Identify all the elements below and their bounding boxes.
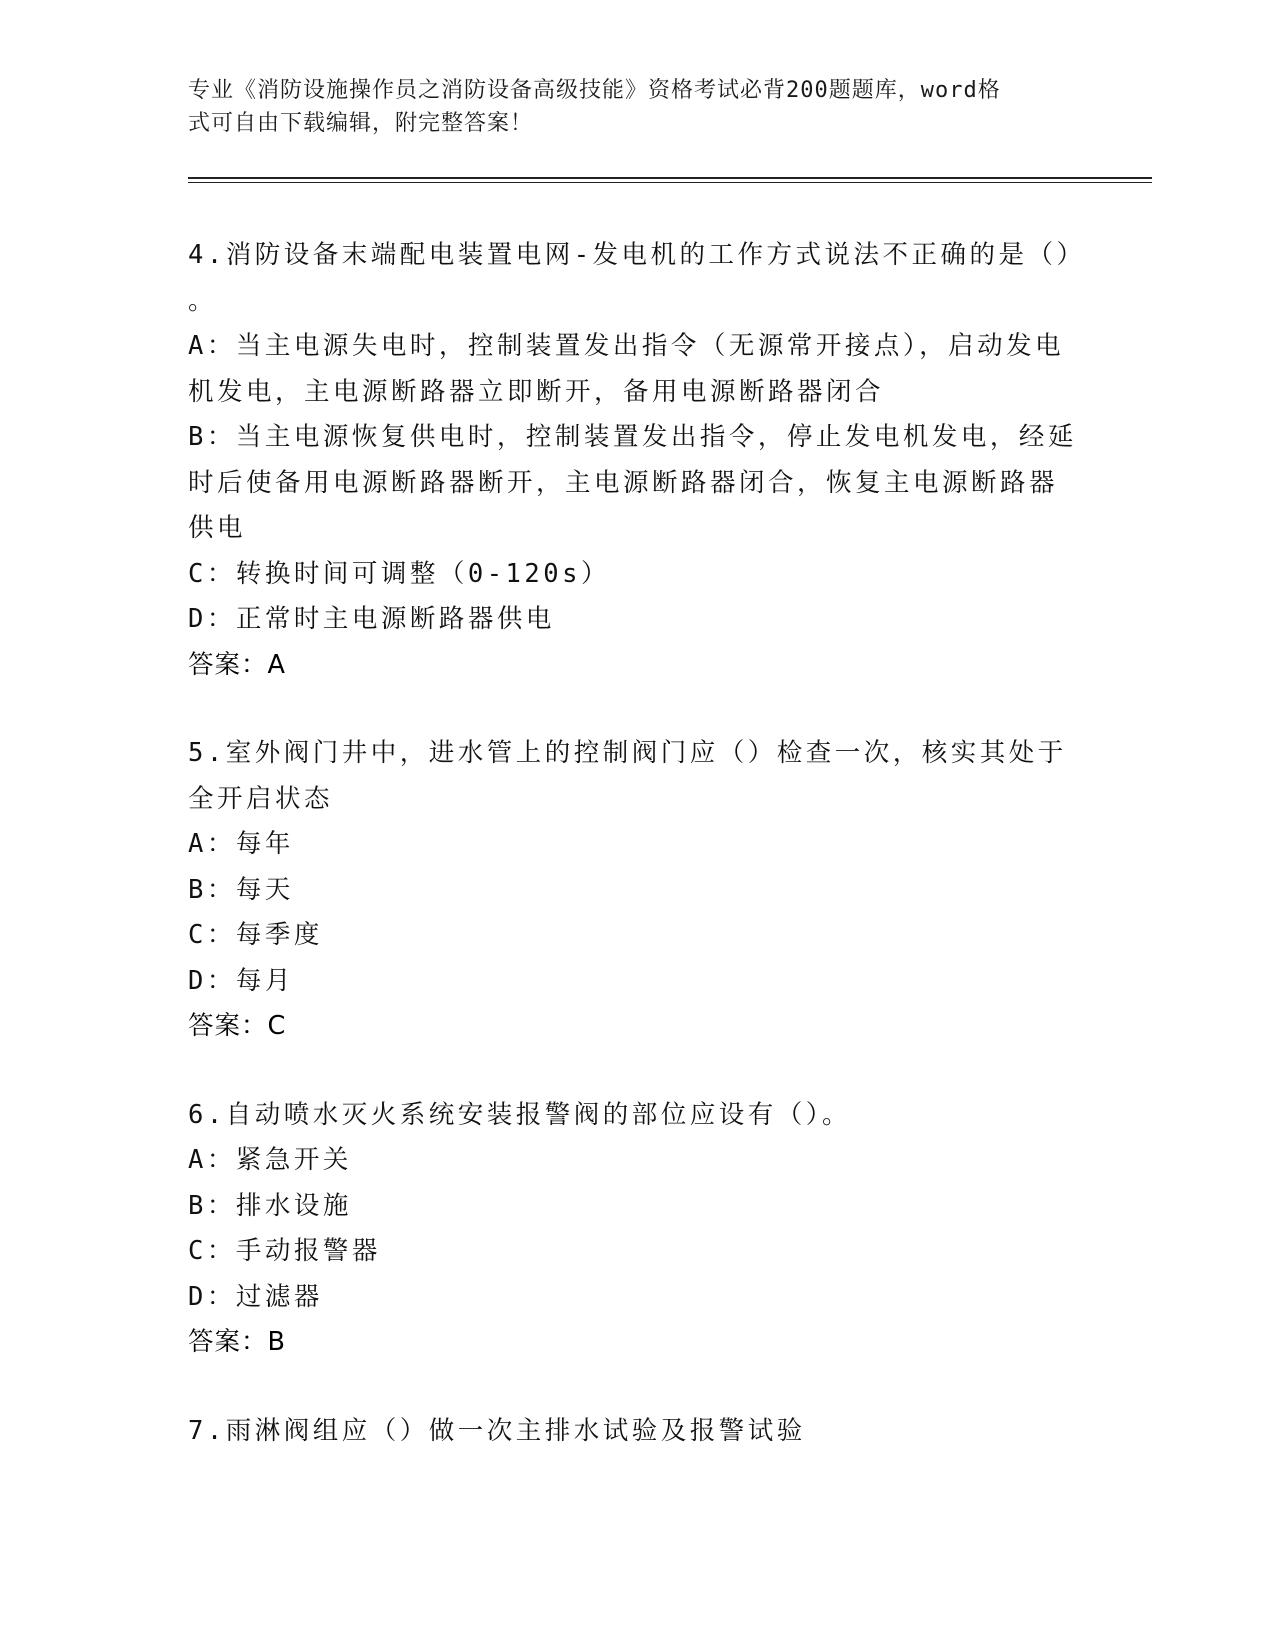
header-divider-thick [188, 177, 1152, 179]
question-line: A：紧急开关 [188, 1145, 352, 1175]
question-line: 机发电，主电源断路器立即断开，备用电源断路器闭合 [188, 376, 885, 407]
question-line: A：当主电源失电时，控制装置发出指令（无源常开接点），启动发电 [188, 331, 1065, 361]
question-line: 供电 [188, 513, 247, 543]
question-stem: 6.自动喷水灭火系统安装报警阀的部位应设有（）。 [188, 1099, 851, 1130]
question-line: B：当主电源恢复供电时，控制装置发出指令，停止发电机发电，经延 [188, 422, 1077, 452]
answer-line: 答案：A [188, 649, 286, 680]
question-line: D：过滤器 [188, 1281, 323, 1312]
question-line: B：排水设施 [188, 1190, 352, 1221]
question-line: C：每季度 [188, 920, 323, 950]
question-line: D：正常时主电源断路器供电 [188, 604, 555, 634]
question-stem: 5.室外阀门井中，进水管上的控制阀门应（）检查一次，核实其处于 [188, 738, 1067, 768]
header-line-2: 式可自由下载编辑，附完整答案！ [188, 111, 534, 136]
question-line: A：每年 [188, 829, 294, 859]
question-line: D：每月 [188, 965, 294, 996]
question-stem: 4.消防设备末端配电装置电网-发电机的工作方式说法不正确的是（） [188, 240, 1086, 270]
document-header [188, 74, 1068, 140]
question-line: C：手动报警器 [188, 1236, 381, 1266]
question-line: 。 [188, 285, 218, 316]
answer-line: 答案：C [188, 1011, 287, 1041]
header-line-1: 专业《消防设施操作员之消防设备高级技能》资格考试必背200题题库，word格 [188, 78, 1001, 103]
question-line: 全开启状态 [188, 783, 334, 814]
question-block [188, 731, 1088, 1050]
question-block [188, 233, 1088, 688]
answer-line: 答案：B [188, 1327, 286, 1357]
question-stem: 7.雨淋阀组应（）做一次主排水试验及报警试验 [188, 1415, 806, 1446]
question-line: C：转换时间可调整（0-120s） [188, 558, 610, 589]
question-list [188, 233, 1088, 1454]
question-block [188, 1409, 1088, 1455]
question-block [188, 1093, 1088, 1366]
question-line: 时后使备用电源断路器断开，主电源断路器闭合，恢复主电源断路器 [188, 467, 1059, 498]
header-divider-thin [188, 182, 1152, 183]
question-line: B：每天 [188, 874, 294, 905]
